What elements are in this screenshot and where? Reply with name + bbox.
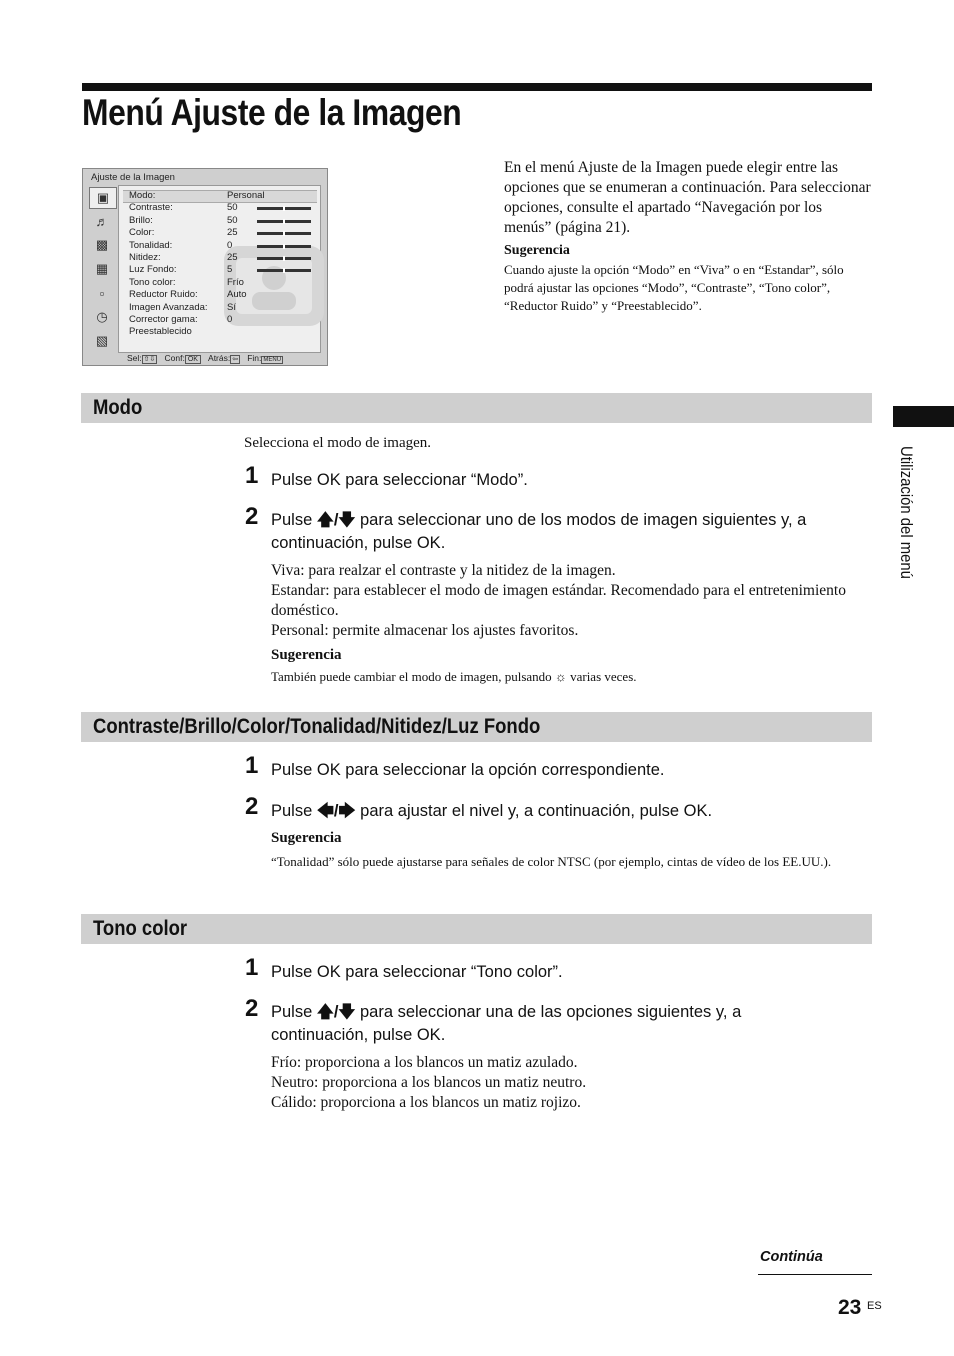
- menu-row-label: Color:: [129, 227, 155, 239]
- menu-row-label: Contraste:: [129, 202, 173, 214]
- menu-row-value: Personal: [227, 190, 265, 201]
- timer-icon: ◷: [96, 309, 108, 324]
- level-bar: [257, 232, 311, 235]
- tono-step2-pre: Pulse: [271, 1003, 313, 1021]
- section-modo-title: Modo: [93, 396, 143, 419]
- modo-option: Viva: para realzar el contraste y la nitidez de la imagen.: [271, 562, 616, 579]
- modo-step1-text: Pulse OK para seleccionar “Modo”.: [271, 471, 528, 489]
- menu-row-label: Imagen Avanzada:: [129, 301, 208, 313]
- features-icon: ▦: [95, 261, 109, 276]
- menu-row-label: Corrector gama:: [129, 314, 198, 325]
- menu-row-value: Auto: [227, 289, 247, 301]
- footer-sel: Sel:: [127, 353, 142, 363]
- menu-row-value: 25: [227, 252, 238, 263]
- tono-step2-num: 2: [245, 995, 259, 1022]
- left-right-arrow-icon: 🡄/🡆: [316, 802, 356, 820]
- tono-options: [271, 1053, 871, 1113]
- level-bar: [257, 257, 311, 260]
- menu-row-label: Preestablecido: [129, 326, 192, 338]
- menu-row-label: Modo:: [129, 190, 156, 201]
- menu-row-value: 25: [227, 227, 238, 239]
- picture-icon: ▣: [89, 187, 117, 209]
- contraste-step2-text: [271, 800, 712, 823]
- contraste-tip-title: Sugerencia: [271, 830, 342, 846]
- tono-step1-text: Pulse OK para seleccionar “Tono color”.: [271, 963, 563, 981]
- menu-row-value: 50: [227, 202, 238, 214]
- setup-icon: ▫: [99, 285, 105, 301]
- section-contraste-title: Contraste/Brillo/Color/Tonalidad/Nitidez/Luz Fondo: [93, 715, 541, 738]
- footer-fin: Fin:: [247, 353, 262, 363]
- menu-row-value: 50: [227, 214, 238, 226]
- up-down-arrow-icon: 🡅/🡇: [316, 1003, 356, 1021]
- updown-icon: ⇧⇩: [143, 356, 156, 363]
- title-rule: [82, 83, 872, 91]
- continua-label: Continúa: [760, 1249, 823, 1265]
- tono-step2-text: [271, 1001, 831, 1047]
- menu-row-label: Nitidez:: [129, 252, 161, 263]
- menu-row-value: 5: [227, 264, 233, 276]
- modo-tip-pre: También puede cambiar el modo de imagen, pulsando: [271, 669, 552, 684]
- modo-step1-num: 1: [245, 462, 259, 489]
- contraste-step1-text: Pulse OK para seleccionar la opción correspondiente.: [271, 761, 665, 779]
- tono-option: Neutro: proporciona a los blancos un matiz neutro.: [271, 1074, 587, 1091]
- menu-row-label: Brillo:: [129, 214, 153, 226]
- level-bar: [257, 245, 311, 248]
- tono-option: Cálido: proporciona a los blancos un matiz rojizo.: [271, 1094, 581, 1111]
- side-label: [896, 446, 916, 594]
- contraste-step2-pre: Pulse: [271, 802, 313, 820]
- menu-row-value: Frío: [227, 276, 244, 288]
- contraste-tip-text: “Tonalidad” sólo puede ajustarse para señales de color NTSC (por ejemplo, cintas de vídeo de los EE.UU.).: [271, 854, 832, 869]
- modo-tip-text: [271, 669, 637, 685]
- tono-option: Frío: proporciona a los blancos un matiz azulado.: [271, 1054, 578, 1071]
- modo-option: Personal: permite almacenar los ajustes favoritos.: [271, 622, 579, 639]
- section-tono-header: [81, 914, 872, 944]
- modo-step2-num: 2: [245, 503, 259, 530]
- continua-rule: [758, 1274, 872, 1275]
- modo-option: Estandar: para establecer el modo de imagen estándar. Recomendado para el entretenimiento doméstico.: [271, 582, 846, 619]
- menu-row-label: Reductor Ruido:: [129, 289, 198, 301]
- intro-tip-title: Sugerencia: [504, 243, 570, 258]
- tono-step1-num: 1: [245, 954, 259, 981]
- menu-icon-column: [86, 185, 116, 349]
- up-down-arrow-icon: 🡅/🡇: [316, 511, 356, 529]
- level-bar: [257, 220, 311, 223]
- page-language: ES: [867, 1300, 882, 1312]
- intro-text: En el menú Ajuste de la Imagen puede elegir entre las opciones que se enumeran a continuación. Para seleccionar opciones, consulte el apartado “Navegación por los menús” (página 21).: [504, 159, 871, 236]
- section-modo-header: [81, 393, 872, 423]
- modo-tip-post: varias veces.: [570, 669, 637, 684]
- page-title: Menú Ajuste de la Imagen: [82, 92, 462, 133]
- intro-tip-text: Cuando ajuste la opción “Modo” en “Viva” o en “Estandar”, sólo podrá ajustar las opciones “Modo”, “Contraste”, “Tono color”, “Reductor Ruido” y “Preestablecido”.: [504, 262, 844, 313]
- settings-icon: ▧: [95, 333, 109, 348]
- level-bar: [257, 269, 311, 272]
- menu-row-label: Tono color:: [129, 276, 176, 288]
- menu-row-value: 0: [227, 239, 233, 251]
- contraste-step2-num: 2: [245, 793, 259, 820]
- modo-step2-text: [271, 509, 871, 555]
- footer-atras: Atrás:: [208, 353, 231, 363]
- section-tono-title: Tono color: [93, 917, 188, 940]
- side-label-text: Utilización del menú: [897, 446, 915, 579]
- menu-row-label: Luz Fondo:: [129, 264, 177, 276]
- modo-step2-post: para seleccionar uno de los modos de imagen siguientes y, a continuación, pulse OK.: [271, 511, 807, 552]
- modo-intro: Selecciona el modo de imagen.: [244, 435, 432, 451]
- footer-conf: Conf:: [164, 353, 185, 363]
- level-bar: [257, 207, 311, 210]
- modo-step2-pre: Pulse: [271, 511, 313, 529]
- page-number: 23: [838, 1296, 862, 1319]
- menu-key: MENU: [263, 357, 282, 363]
- picture-mode-button-icon: ☼: [554, 669, 567, 684]
- side-tab-marker: [893, 406, 954, 427]
- ok-key: OK: [185, 355, 201, 364]
- sound-icon: ♬: [95, 213, 109, 229]
- menu-row-value: 0: [227, 314, 233, 325]
- menu-title: Ajuste de la Imagen: [91, 172, 175, 183]
- contraste-step1-num: 1: [245, 752, 259, 779]
- back-icon: ⇦: [232, 356, 239, 363]
- menu-screenshot: [82, 168, 328, 366]
- tono-step2-post: para seleccionar una de las opciones siguientes y, a continuación, pulse OK.: [271, 1003, 742, 1044]
- menu-row-value: Sí: [227, 301, 236, 313]
- menu-panel: [118, 185, 321, 353]
- screen-icon: ▩: [95, 237, 109, 252]
- intro-block: [504, 158, 872, 315]
- section-contraste-header: [81, 712, 872, 742]
- menu-footer: [127, 353, 283, 363]
- modo-options: [271, 561, 871, 641]
- modo-tip-title: Sugerencia: [271, 647, 342, 663]
- contraste-step2-post: para ajustar el nivel y, a continuación, pulse OK.: [360, 802, 713, 820]
- menu-row-label: Tonalidad:: [129, 239, 173, 251]
